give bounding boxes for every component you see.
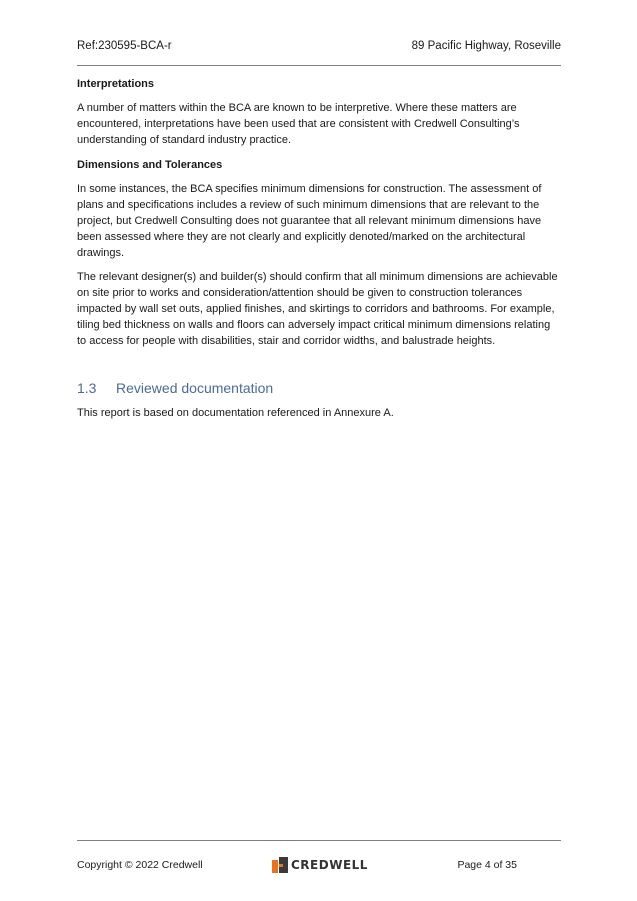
page-header: [77, 37, 561, 55]
document-reference: Ref:230595-BCA-r: [77, 40, 172, 52]
dimensions-heading: Dimensions and Tolerances: [77, 159, 223, 171]
dimensions-paragraph-1: In some instances, the BCA specifies minimum dimensions for construction. The assessment of plans and specifications includes a review of such minimum dimensions that are relevant to the project, but Credwell Consulting does not guarantee that all relevant minimum dimensions have been assessed where they are not clearly and explicitly denoted/marked on the architectural drawings.: [77, 183, 542, 259]
page-footer: [77, 856, 517, 874]
interpretations-heading: Interpretations: [77, 78, 155, 90]
section-number: 1.3: [77, 380, 97, 396]
interpretations-paragraph: A number of matters within the BCA are known to be interpretive. Where these matters are encountered, interpretations have been used that are consistent with Credwell Consulting’s understanding of standard industry practice.: [77, 102, 520, 146]
section-heading: [77, 379, 561, 397]
credwell-logo: [272, 856, 368, 874]
page-content: [77, 76, 561, 421]
logo-wordmark: CREDWELL: [291, 858, 368, 872]
footer-divider: [77, 840, 561, 841]
dimensions-paragraph-2: The relevant designer(s) and builder(s) should confirm that all minimum dimensions are achievable on site prior to works and consideration/attention should be given to construction tolerances impacted by wall set outs, applied finishes, and skirtings to corridors and bathrooms. For example, tiling bed thickness on walls and floors can adversely impact critical minimum dimensions relating to access for people with disabilities, stair and corridor widths, and balustrade heights.: [77, 271, 558, 347]
project-address: 89 Pacific Highway, Roseville: [411, 40, 561, 52]
copyright-notice: Copyright © 2022 Credwell: [77, 859, 203, 871]
section-paragraph: This report is based on documentation referenced in Annexure A.: [77, 407, 394, 419]
credwell-logo-icon: [272, 857, 288, 873]
header-divider: [77, 65, 561, 66]
page-number: Page 4 of 35: [457, 859, 517, 871]
section-title: Reviewed documentation: [116, 380, 274, 396]
